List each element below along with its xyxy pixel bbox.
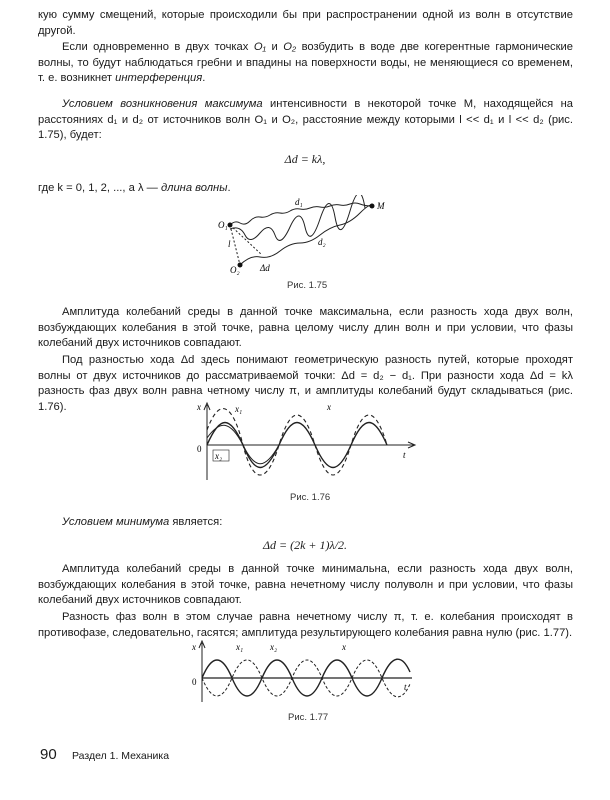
wave-x <box>207 409 387 475</box>
label-d1: d₁ <box>295 197 303 207</box>
term-interference: интерференция <box>115 72 203 85</box>
label-dd: Δd <box>260 263 270 273</box>
point-m <box>370 204 375 209</box>
section-title: Раздел 1. Механика <box>72 750 170 762</box>
label-x2: x₂ <box>215 451 223 461</box>
label-zero: 0 <box>197 444 202 454</box>
paragraph-min-condition: Условием минимума является: <box>62 516 223 528</box>
line-dd <box>230 225 262 255</box>
point-o1 <box>228 223 233 228</box>
label-x: x <box>342 642 346 652</box>
caption-fig-1-75: Рис. 1.75 <box>287 280 328 291</box>
term-min-condition: Условием минимума <box>62 516 170 528</box>
paragraph-phase-difference: Разность фаз волн в этом случае равна нечетному числу π, т. е. колебания происходят в противофазе, следовательно, гасятся; амплитуда результирующего колебания равна нулю (рис. 1.77). <box>38 611 573 639</box>
label-o2: O₂ <box>230 265 240 275</box>
figure-1-75 <box>200 195 390 275</box>
label-x-axis: x <box>192 642 196 652</box>
paragraph-interference: Если одновременно в двух точках O₁ и O₂ возбудить в воде две когерентные гармонические волны, то будут наблюдаться гребни и впадины на поверхности воды, не меняющиеся со временем, т. е. возникнет интерференция. <box>38 41 573 85</box>
formula-maximum: Δd = kλ, <box>284 152 326 166</box>
label-d2: d₂ <box>318 237 326 247</box>
paragraph-min-amplitude: Амплитуда колебаний среды в данной точке минимальна, если разность хода двух волн, возбуждающих колебания в этой точке, равна нечетному числу полуволн и при условии, что фазы колебаний двух источников совпадают. <box>38 563 573 607</box>
caption-fig-1-77: Рис. 1.77 <box>288 712 329 723</box>
label-t-axis: t <box>404 682 407 692</box>
caption-fig-1-76: Рис. 1.76 <box>290 492 331 503</box>
label-x-axis: x <box>197 402 201 412</box>
figure-1-77 <box>190 640 420 710</box>
paragraph-where-k: где k = 0, 1, 2, ..., а λ — длина волны. <box>38 182 231 194</box>
paragraph-continuation: кую сумму смещений, которые происходили бы при распространении одной из волн в отсутствие другой. <box>38 9 573 37</box>
figure-1-76 <box>195 400 420 490</box>
label-o1: O₁ <box>218 220 228 230</box>
paragraph-max-condition: Условием возникновения максимума интенсивности в некоторой точке M, находящейся на расстояниях d₁ и d₂ от источников волн O₁ и O₂, расстояние между которыми l << d₁ и l << d₂ (рис. 1.75), будет: <box>38 98 573 142</box>
label-t-axis: t <box>403 450 406 460</box>
line-l <box>230 225 240 265</box>
label-x: x <box>327 402 331 412</box>
label-x1: x₁ <box>235 404 243 414</box>
term-max-condition: Условием возникновения максимума <box>62 98 263 110</box>
paragraph-max-amplitude: Амплитуда колебаний среды в данной точке максимальна, если разность хода двух волн, возбуждающих колебания в этой точке, равна целому числу длин волн и при условии, что фазы колебаний двух источников совпадают. <box>38 306 573 350</box>
label-x1: x₁ <box>236 642 244 652</box>
formula-minimum: Δd = (2k + 1)λ/2. <box>262 538 348 552</box>
label-m: M <box>377 201 385 211</box>
page-number: 90 <box>40 746 57 763</box>
paragraph-path-difference: Под разностью хода Δd здесь понимают геометрическую разность путей, которые проходят волны от двух источников до рассматриваемой точки: Δd = d₂ − d₁. При разности хода Δd = kλ разность фаз двух волн равна четному числу π, и амплитуды колебаний будут складываться (рис. 1.76). <box>38 354 573 413</box>
wave-lower <box>240 205 372 265</box>
label-l: l <box>228 239 231 249</box>
label-zero: 0 <box>192 677 197 687</box>
label-x2: x₂ <box>270 642 278 652</box>
